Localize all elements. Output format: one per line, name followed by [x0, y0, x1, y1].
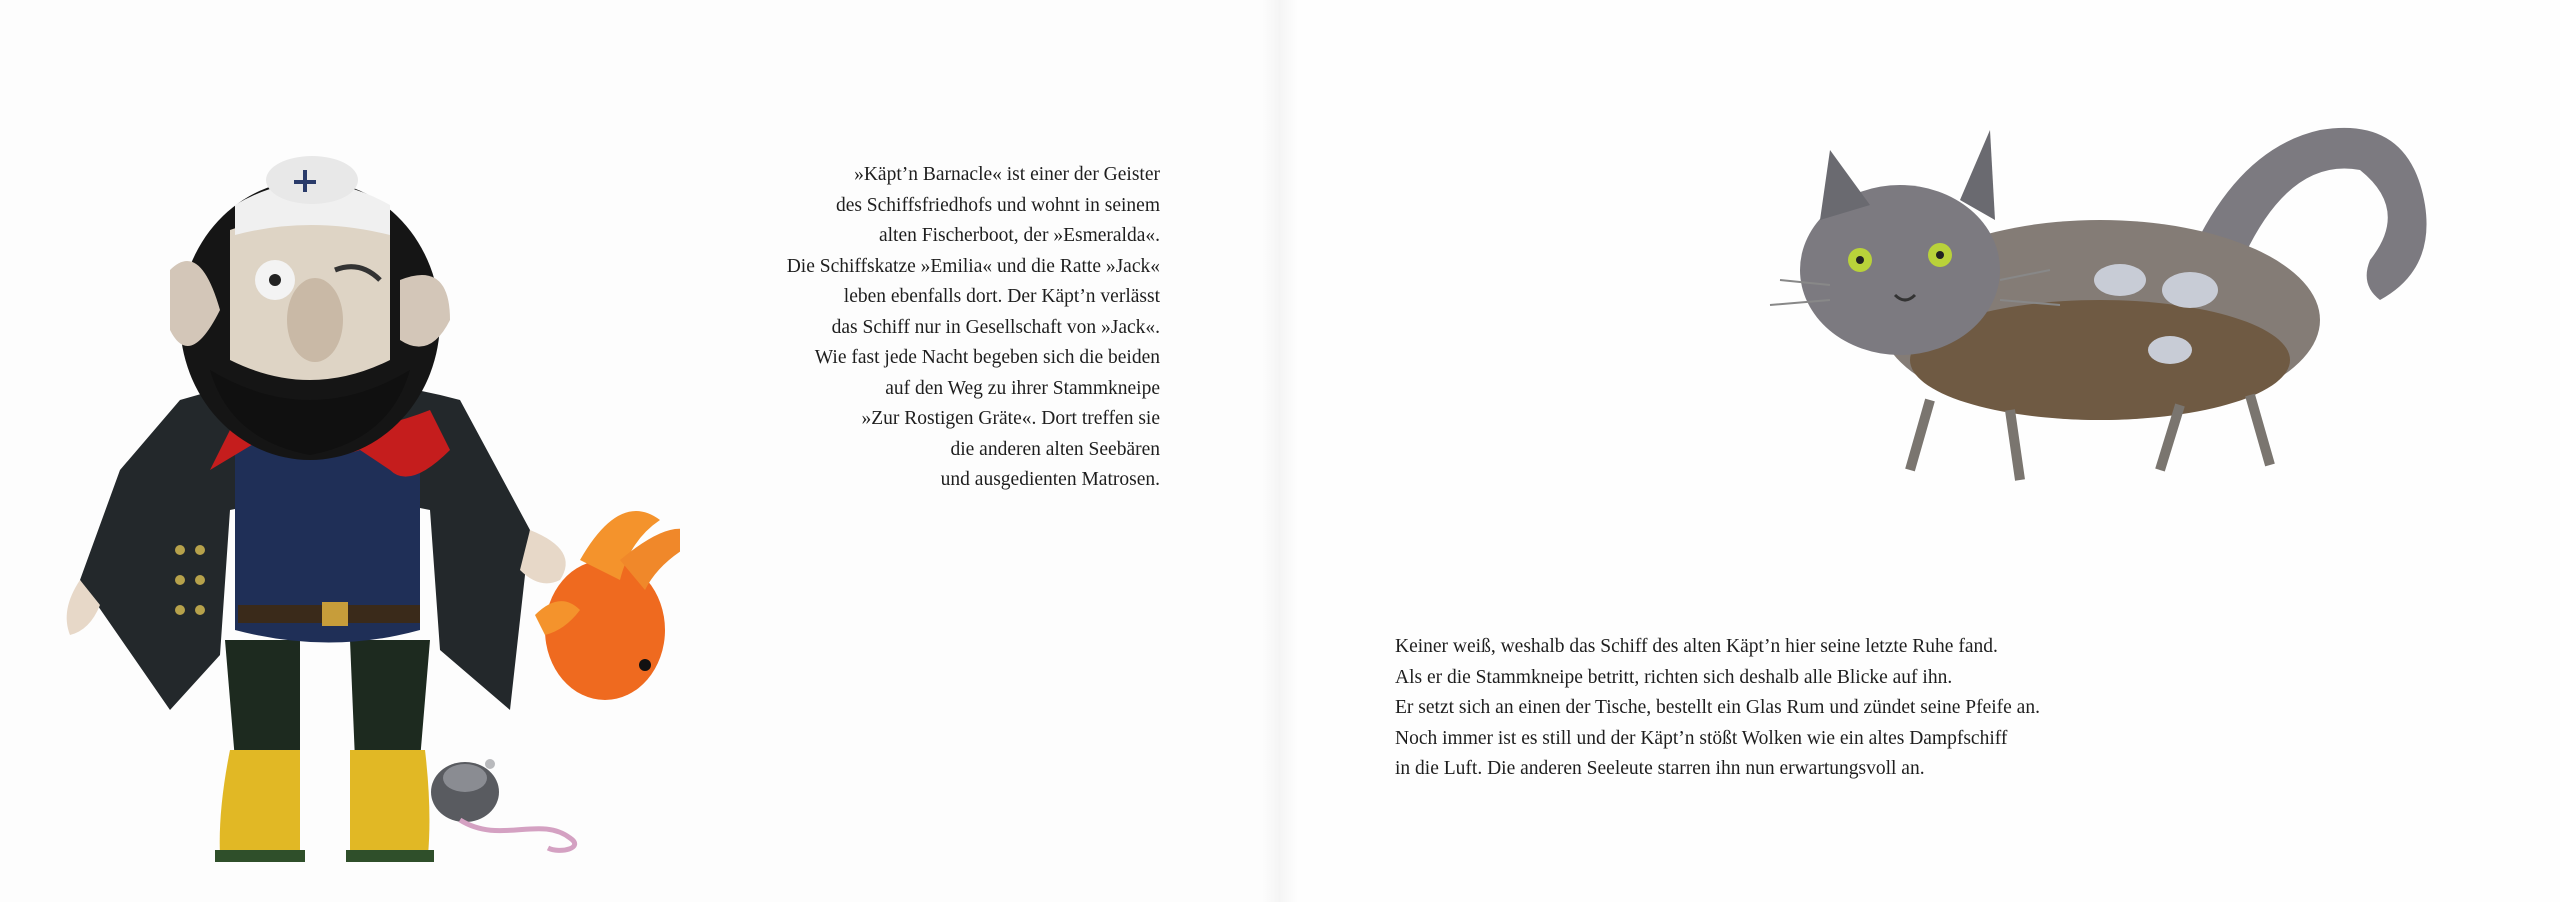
text-line: des Schiffsfriedhofs und wohnt in seinem [835, 194, 1160, 216]
text-line: in die Luft. Die anderen Seeleute starren ihn nun erwartungsvoll an. [1395, 758, 1925, 779]
text-line: Wie fast jede Nacht begeben sich die beiden [814, 347, 1160, 368]
text-line: Die Schiffskatze »Emilia« und die Ratte »Jack« [786, 255, 1160, 277]
book-gutter [1262, 0, 1298, 902]
rat-icon [431, 759, 575, 850]
text-line: die anderen alten Seebären [950, 438, 1160, 460]
text-line: Noch immer ist es still und der Käpt’n stößt Wolken wie ein altes Dampfschiff [1395, 727, 2008, 749]
goldfish-icon [535, 511, 680, 700]
text-line: auf den Weg zu ihrer Stammkneipe [885, 377, 1160, 399]
text-line: »Zur Rostigen Gräte«. Dort treffen sie [861, 408, 1160, 429]
text-line: Keiner weiß, weshalb das Schiff des alten Käpt’n hier seine letzte Ruhe fand. [1395, 636, 1998, 657]
text-line: alten Fischerboot, der »Esmeralda«. [878, 225, 1160, 246]
grey-cat-icon [1770, 128, 2427, 480]
text-line: Er setzt sich an einen der Tische, bestellt ein Glas Rum und zündet seine Pfeife an. [1395, 697, 2040, 718]
text-line: leben ebenfalls dort. Der Käpt’n verlässt [843, 286, 1160, 307]
text-line: Als er die Stammkneipe betritt, richten sich deshalb alle Blicke auf ihn. [1395, 666, 1953, 688]
left-page-paragraph [640, 160, 1160, 496]
cat-illustration [1760, 110, 2460, 510]
text-line: »Käpt’n Barnacle« ist einer der Geister [854, 164, 1160, 185]
text-line: und ausgedienten Matrosen. [940, 469, 1160, 490]
right-page-paragraph [1395, 632, 2295, 785]
text-line: das Schiff nur in Gesellschaft von »Jack«. [831, 316, 1160, 338]
captain-illustration [60, 110, 680, 870]
